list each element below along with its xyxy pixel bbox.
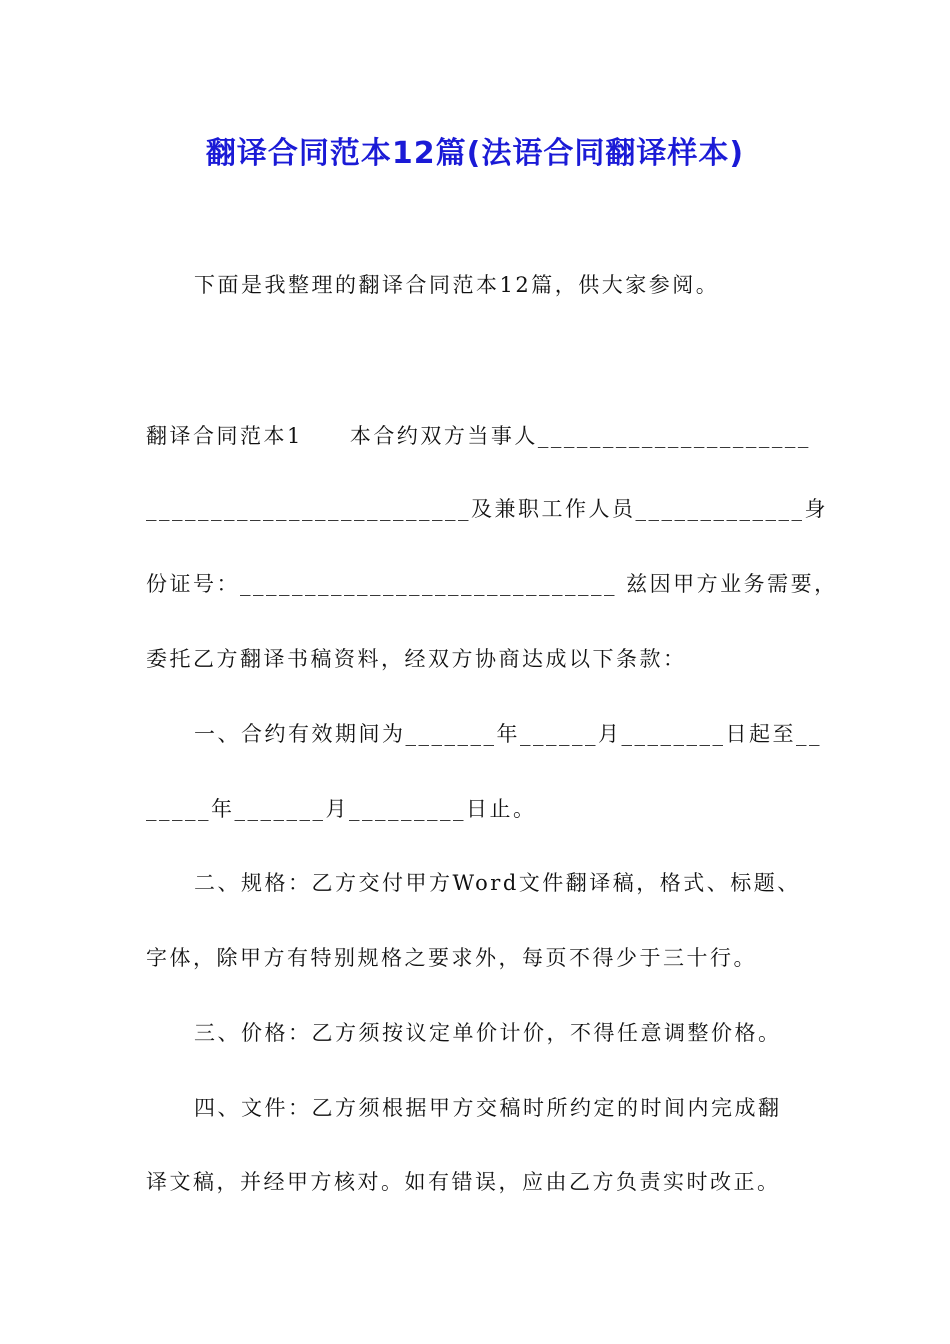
clause-3-line-1: 三、价格：乙方须按议定单价计价，不得任意调整价格。 [194,1021,782,1045]
clause-4-line-1: 四、文件：乙方须根据甲方交稿时所约定的时间内完成翻 [194,1096,782,1120]
document-title: 翻译合同范本12篇(法语合同翻译样本) [205,136,745,171]
clause-1-line-2: _____年_______月_________日止。 [146,797,537,821]
contract-line-2: _________________________及兼职工作人员_____________身 [146,497,828,521]
contract-line-4: 委托乙方翻译书稿资料，经双方协商达成以下条款： [146,647,687,671]
intro-paragraph: 下面是我整理的翻译合同范本12篇，供大家参阅。 [194,273,720,297]
clause-1-line-1: 一、合约有效期间为_______年______月________日起至__ [194,722,822,746]
clause-2-line-2: 字体，除甲方有特别规格之要求外，每页不得少于三十行。 [146,946,757,970]
clause-4-line-2: 译文稿，并经甲方核对。如有错误，应由乙方负责实时改正。 [146,1170,781,1194]
clause-2-line-1: 二、规格：乙方交付甲方Word文件翻译稿，格式、标题、 [194,871,801,895]
contract-line-1: 翻译合同范本1 本合约双方当事人_____________________ [146,424,811,448]
contract-line-3: 份证号：_____________________________ 兹因甲方业务需要， [146,572,838,596]
